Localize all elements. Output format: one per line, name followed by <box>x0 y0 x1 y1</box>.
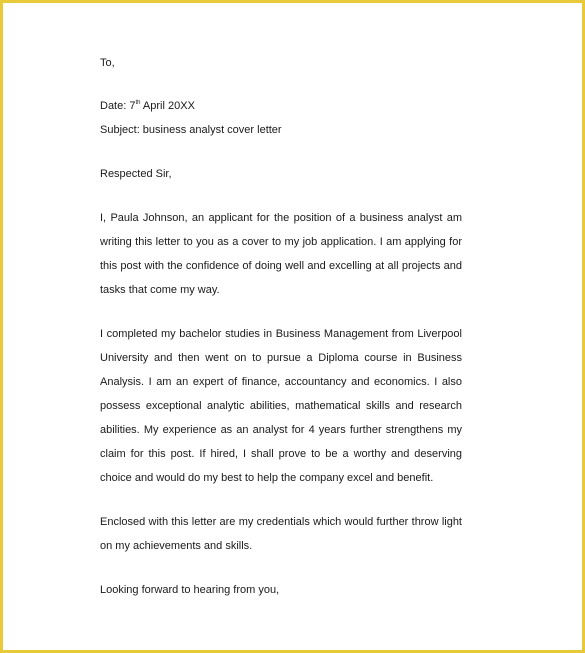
recipient-line: To, <box>100 57 115 69</box>
date-line <box>100 100 195 112</box>
date-prefix: Date: 7 <box>100 100 136 112</box>
letter-page <box>3 3 582 650</box>
paragraph-enclosures: Enclosed with this letter are my credentials which would further throw light on my achievements and skills. <box>100 516 462 552</box>
date-suffix: th <box>135 100 141 106</box>
subject-line: Subject: business analyst cover letter <box>100 124 282 136</box>
closing-line: Looking forward to hearing from you, <box>100 584 280 596</box>
salutation: Respected Sir, <box>100 168 172 180</box>
date-rest: April 20XX <box>140 100 195 112</box>
paragraph-intro: I, Paula Johnson, an applicant for the position of a business analyst am writing this letter to you as a cover to my job application. I am applying for this post with the confidence of doing well and excelling at all projects and tasks that come my way. <box>100 212 462 296</box>
paragraph-qualifications: I completed my bachelor studies in Business Management from Liverpool University and then went on to pursue a Diploma course in Business Analysis. I am an expert of finance, accountancy and economics. I also possess exceptional analytic abilities, mathematical skills and research abilities. My experience as an analyst for 4 years further strengthens my claim for this post. If hired, I shall prove to be a worthy and deserving choice and would do my best to help the company excel and benefit. <box>100 328 462 484</box>
